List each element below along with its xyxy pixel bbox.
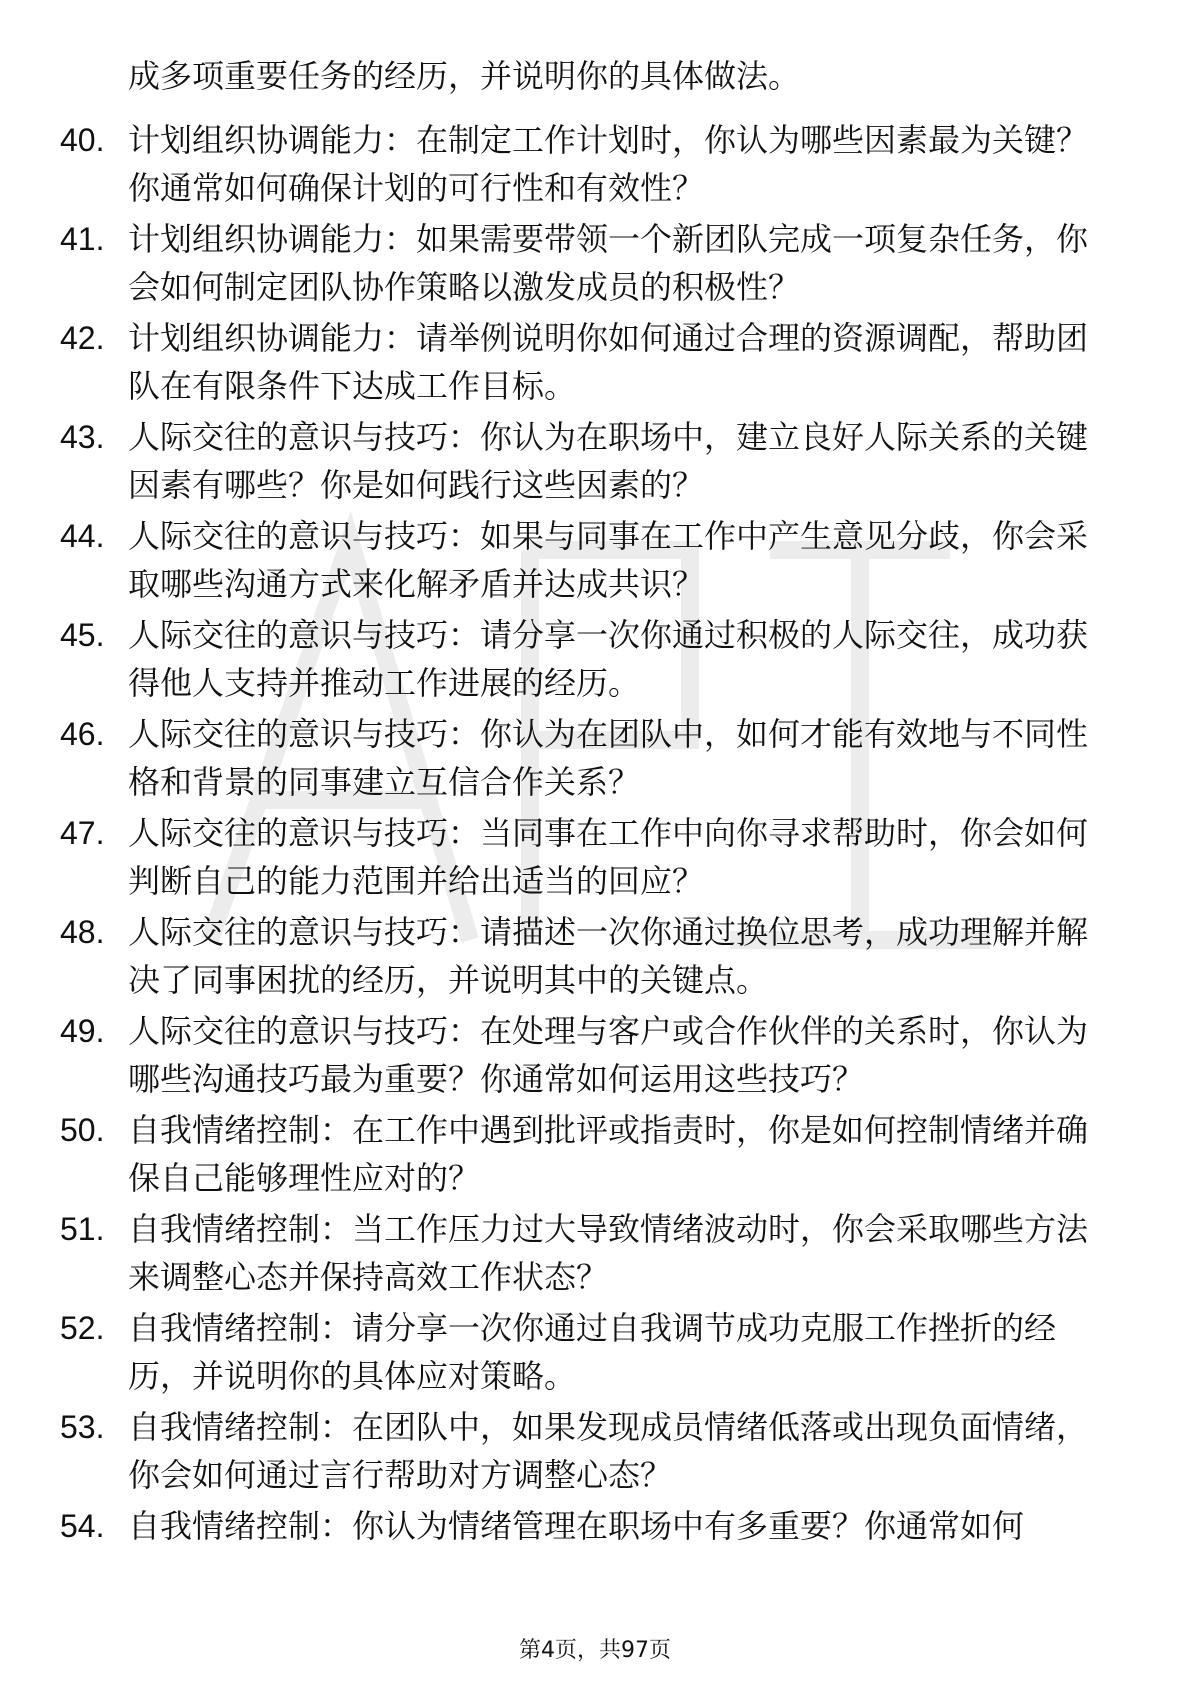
question-text: 自我情绪控制：你认为情绪管理在职场中有多重要？你通常如何 xyxy=(128,1507,1025,1545)
question-number: 47. xyxy=(60,815,105,851)
question-item xyxy=(60,1403,1120,1499)
question-number: 40. xyxy=(60,122,105,158)
question-number: 48. xyxy=(60,914,105,950)
question-number: 45. xyxy=(60,617,105,653)
question-number: 52. xyxy=(60,1310,105,1346)
question-item xyxy=(60,314,1120,410)
question-text: 人际交往的意识与技巧：你认为在职场中，建立良好人际关系的关键因素有哪些？你是如何践行这些因素的？ xyxy=(128,418,1089,504)
question-text: 计划组织协调能力：在制定工作计划时，你认为哪些因素最为关键？你通常如何确保计划的可行性和有效性？ xyxy=(128,121,1089,207)
question-number: 50. xyxy=(60,1112,105,1148)
question-item xyxy=(60,710,1120,806)
question-text: 人际交往的意识与技巧：请分享一次你通过积极的人际交往，成功获得他人支持并推动工作进展的经历。 xyxy=(128,616,1089,702)
question-item xyxy=(60,1304,1120,1400)
question-number: 44. xyxy=(60,518,105,554)
question-text: 自我情绪控制：请分享一次你通过自我调节成功克服工作挫折的经历，并说明你的具体应对策略。 xyxy=(128,1309,1057,1395)
question-item xyxy=(60,1502,1120,1550)
question-item xyxy=(60,1007,1120,1103)
question-text: 人际交往的意识与技巧：当同事在工作中向你寻求帮助时，你会如何判断自己的能力范围并给出适当的回应？ xyxy=(128,814,1089,900)
question-item xyxy=(60,215,1120,311)
question-number: 53. xyxy=(60,1409,105,1445)
question-text: 自我情绪控制：当工作压力过大导致情绪波动时，你会采取哪些方法来调整心态并保持高效工作状态？ xyxy=(128,1210,1089,1296)
question-item xyxy=(60,413,1120,509)
question-item xyxy=(60,611,1120,707)
question-item xyxy=(60,116,1120,212)
question-number: 41. xyxy=(60,221,105,257)
question-text: 自我情绪控制：在工作中遇到批评或指责时，你是如何控制情绪并确保自己能够理性应对的？ xyxy=(128,1111,1089,1197)
question-text: 计划组织协调能力：请举例说明你如何通过合理的资源调配，帮助团队在有限条件下达成工作目标。 xyxy=(128,319,1089,405)
question-item xyxy=(60,1205,1120,1301)
page-number: 第4页，共97页 xyxy=(519,1638,671,1663)
question-item xyxy=(60,809,1120,905)
question-text: 人际交往的意识与技巧：在处理与客户或合作伙伴的关系时，你认为哪些沟通技巧最为重要？你通常如何运用这些技巧？ xyxy=(128,1012,1089,1098)
question-number: 49. xyxy=(60,1013,105,1049)
question-number: 51. xyxy=(60,1211,105,1247)
question-number: 43. xyxy=(60,419,105,455)
question-text: 人际交往的意识与技巧：你认为在团队中，如何才能有效地与不同性格和背景的同事建立互信合作关系？ xyxy=(128,715,1089,801)
question-text: 自我情绪控制：在团队中，如果发现成员情绪低落或出现负面情绪，你会如何通过言行帮助对方调整心态？ xyxy=(128,1408,1089,1494)
question-number: 46. xyxy=(60,716,105,752)
question-number: 54. xyxy=(60,1508,105,1544)
question-text: 人际交往的意识与技巧：请描述一次你通过换位思考，成功理解并解决了同事困扰的经历，并说明其中的关键点。 xyxy=(128,913,1089,999)
question-number: 42. xyxy=(60,320,105,356)
question-item xyxy=(60,512,1120,608)
continued-question-text: 成多项重要任务的经历，并说明你的具体做法。 xyxy=(128,57,801,95)
question-text: 计划组织协调能力：如果需要带领一个新团队完成一项复杂任务，你会如何制定团队协作策略以激发成员的积极性？ xyxy=(128,220,1089,306)
question-list xyxy=(60,116,1120,1553)
question-item xyxy=(60,908,1120,1004)
question-text: 人际交往的意识与技巧：如果与同事在工作中产生意见分歧，你会采取哪些沟通方式来化解矛盾并达成共识？ xyxy=(128,517,1089,603)
question-item xyxy=(60,1106,1120,1202)
